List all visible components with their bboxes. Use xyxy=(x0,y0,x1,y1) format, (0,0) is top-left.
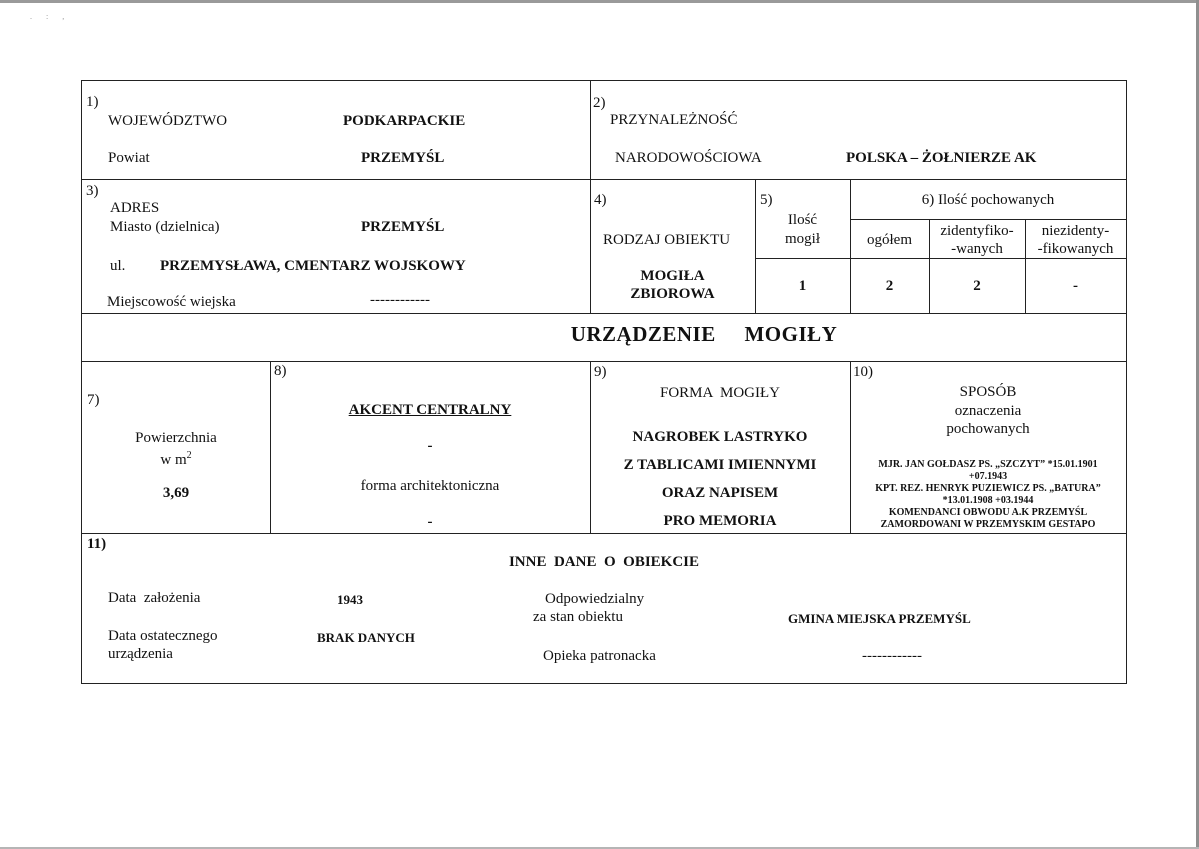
s7-area-unit: w $m^2$ xyxy=(160,450,192,468)
scan-edge-top xyxy=(0,0,1199,3)
s5-count-label-2: mogił xyxy=(784,231,820,247)
s7-area-label: Powierzchnia xyxy=(135,430,217,446)
s2-nationality-label: NARODOWOŚCIOWA xyxy=(615,150,762,166)
s11-final-value: BRAK DANYCH xyxy=(317,630,415,645)
s8-architectural-form-label: forma architektoniczna xyxy=(360,478,500,494)
s9-grave-form-label: FORMA MOGIŁY xyxy=(659,385,780,401)
s9-line-2: Z TABLICAMI IMIENNYMI xyxy=(623,457,817,473)
s1-county-label: Powiat xyxy=(108,150,150,166)
s1-number: 1) xyxy=(86,94,99,110)
section-title: URZĄDZENIE MOGIŁY xyxy=(570,322,838,346)
s3-street-label: ul. xyxy=(110,258,126,274)
s4-object-type-label: RODZAJ OBIEKTU xyxy=(603,232,731,248)
s11-responsible-label-1: Odpowiedzialny xyxy=(545,591,645,607)
s5-count-label-1: Ilość xyxy=(787,212,818,228)
s11-responsible-value: GMINA MIEJSKA PRZEMYŚL xyxy=(788,611,971,626)
s5-number: 5) xyxy=(760,192,773,208)
scan-specks: . : , xyxy=(30,12,71,21)
s3-street-value: PRZEMYSŁAWA, CMENTARZ WOJSKOWY xyxy=(160,258,466,274)
s4-object-type-value-1: MOGIŁA xyxy=(640,268,705,284)
s6-identified-header-2: -wanych xyxy=(951,241,1003,257)
s10-buried-line-5: KOMENDANCI OBWODU A.K PRZEMYŚL xyxy=(888,507,1088,518)
s10-method-label-3: pochowanych xyxy=(946,421,1030,437)
s3-village-value: ------------ xyxy=(370,292,430,308)
s11-founded-label: Data założenia xyxy=(108,590,201,606)
s3-address-label: ADRES xyxy=(110,200,160,216)
s6-unidentified-header-1: niezidenty- xyxy=(1041,223,1110,239)
rule-s4-s6-values xyxy=(755,258,1126,259)
s10-number: 10) xyxy=(853,364,873,380)
s2-affiliation-label: PRZYNALEŻNOŚĆ xyxy=(610,112,738,128)
s3-city-value: PRZEMYŚL xyxy=(361,219,445,235)
s11-founded-value: 1943 xyxy=(337,592,363,607)
s8-number: 8) xyxy=(274,363,287,379)
s6-title: 6) Ilość pochowanych xyxy=(921,192,1055,208)
rule-s6-header xyxy=(850,219,1126,220)
s8-dash-top: - xyxy=(427,438,433,454)
s6-unidentified-value: - xyxy=(1073,278,1078,294)
rule-row3 xyxy=(82,361,1126,362)
s11-responsible-label-2: za stan obiektu xyxy=(533,609,623,625)
s7-number: 7) xyxy=(87,392,100,408)
s6-total-header: ogółem xyxy=(867,232,912,248)
s6-unidentified-header-2: -fikowanych xyxy=(1037,241,1114,257)
s10-buried-line-3: KPT. REZ. HENRYK PUZIEWICZ PS. „BATURA” xyxy=(875,483,1101,494)
s11-final-label-2: urządzenia xyxy=(108,646,173,662)
s10-buried-line-1: MJR. JAN GOŁDASZ PS. „SZCZYT” *15.01.1901 xyxy=(878,459,1098,470)
s6-total-value: 2 xyxy=(885,278,894,294)
s7-area-value: 3,69 xyxy=(162,485,190,501)
s10-method-label-2: oznaczenia xyxy=(954,403,1022,419)
s2-nationality-value: POLSKA – ŻOŁNIERZE AK xyxy=(846,150,1037,166)
s9-line-3: ORAZ NAPISEM xyxy=(661,485,779,501)
rule-row4 xyxy=(82,533,1126,534)
s6-identified-value: 2 xyxy=(973,278,981,294)
s8-central-accent-title: AKCENT CENTRALNY xyxy=(348,402,512,418)
s11-patronage-label: Opieka patronacka xyxy=(543,648,656,664)
rule-row1 xyxy=(82,179,1126,180)
s1-voivodeship-value: PODKARPACKIE xyxy=(343,113,466,129)
s4-number: 4) xyxy=(594,192,607,208)
s9-line-1: NAGROBEK LASTRYKO xyxy=(632,429,808,445)
rule-row2 xyxy=(82,313,1126,314)
s1-county-value: PRZEMYŚL xyxy=(361,150,445,166)
s4-object-type-value-2: ZBIOROWA xyxy=(630,286,715,302)
s5-count-value: 1 xyxy=(798,278,807,294)
s10-method-label-1: SPOSÓB xyxy=(959,384,1017,400)
grave-registration-form xyxy=(81,80,1127,684)
s3-city-label: Miasto (dzielnica) xyxy=(110,219,220,235)
s3-village-label: Miejscowość wiejska xyxy=(107,294,236,310)
s10-buried-line-6: ZAMORDOWANI W PRZEMYSKIM GESTAPO xyxy=(880,519,1096,530)
s9-number: 9) xyxy=(594,364,607,380)
s9-line-4: PRO MEMORIA xyxy=(663,513,777,529)
s11-title: INNE DANE O OBIEKCIE xyxy=(508,554,700,570)
s1-voivodeship-label: WOJEWÓDZTWO xyxy=(108,113,228,129)
s7-area-unit-superscript: 2 xyxy=(186,450,192,461)
s11-final-label-1: Data ostatecznego xyxy=(108,628,218,644)
s10-buried-line-4: *13.01.1908 +03.1944 xyxy=(942,495,1034,506)
s2-number: 2) xyxy=(593,95,606,111)
s8-dash-bottom: - xyxy=(427,514,433,530)
s11-patronage-value: ------------ xyxy=(862,648,922,664)
s11-number: 11) xyxy=(87,536,107,552)
s10-buried-line-2: +07.1943 xyxy=(968,471,1008,482)
s6-identified-header-1: zidentyfiko- xyxy=(940,223,1014,239)
s3-number: 3) xyxy=(86,183,99,199)
